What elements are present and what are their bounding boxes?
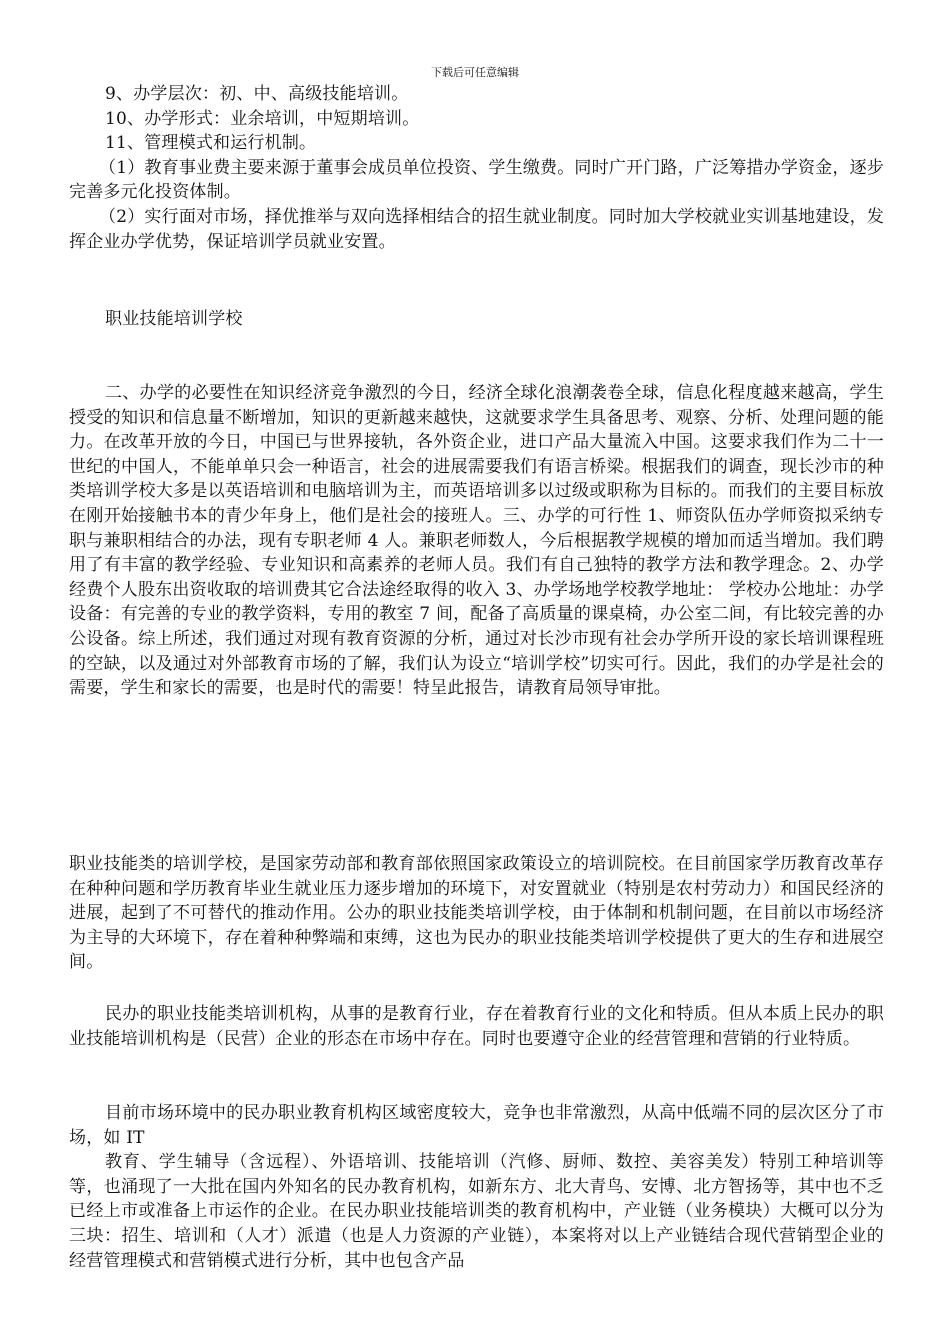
paragraph-necessity: 二、办学的必要性在知识经济竞争激烈的今日，经济全球化浪潮袭卷全球，信息化程度越来越高，学生授受的知识和信息量不断增加，知识的更新越来越快，这就要求学生具备思考、观察、分析、处理问题的能力。在改革开放的今日，中国已与世界接轨，各外资企业，进口产品大量流入中国。这要求我们作为二十一世纪的中国人，不能单单只会一种语言，社会的进展需要我们有语言桥梁。根据我们的调查，现长沙市的种类培训学校大多是以英语培训和电脑培训为主，而英语培训多以过级或职称为目标的。而我们的主要目标放在刚开始接触书本的青少年身上，他们是社会的接班人。三、办学的可行性 1、师资队伍办学师资拟采纳专职与兼职相结合的办法，现有专职老师 4 人。兼职老师数人，今后根据教学规模的增加而适当增加。我们聘用了有丰富的教学经验、专业知识和高素养的老师人员。我们有自己独特的教学方法和教学理念。2、办学经费个人股东出资收取的培训费其它合法途经取得的收入 3、办学场地学校教学地址： 学校办公地址：办学设备：有完善的专业的教学资料，专用的教室 7 间，配备了高质量的课桌椅，办公室二间，有比较完善的办公设备。综上所述，我们通过对现有教育资源的分析，通过对长沙市现有社会办学所开设的家长培训课程班的空缺，以及通过对外部教育市场的了解，我们认为设立“培训学校”切实可行。因此，我们的办学是社会的需要，学生和家长的需要，也是时代的需要！特呈此报告，请教育局领导审批。 xyxy=(69,383,884,699)
page-header: 下载后可任意编辑 xyxy=(431,66,519,79)
paragraph-market-intro: 目前市场环境中的民办职业教育机构区域密度较大，竞争也非常激烈，从高中低端不同的层次区分了市场，如 IT xyxy=(69,1103,884,1148)
paragraph-private: 民办的职业技能类培训机构，从事的是教育行业，存在着教育行业的文化和特质。但从本质上民办的职业技能培训机构是（民营）企业的形态在市场中存在。同时也要遵守企业的经营管理和营销的行业特质。 xyxy=(69,1004,884,1049)
list-item-form: 10、办学形式：业余培训，中短期培训。 xyxy=(105,108,420,129)
top-list xyxy=(69,82,884,254)
section-title: 职业技能培训学校 xyxy=(105,309,243,329)
paragraph-intro: 职业技能类的培训学校，是国家劳动部和教育部依照国家政策设立的培训院校。在目前国家学历教育改革存在种种问题和学历教育毕业生就业压力逐步增加的环境下，对安置就业（特别是农村劳动力）和国民经济的进展，起到了不可替代的推动作用。公办的职业技能类培训学校，由于体制和机制问题，在目前以市场经济为主导的大环境下，存在着种种弊端和束缚，这也为民办的职业技能类培训学校提供了更大的生存和进展空间。 xyxy=(69,854,884,973)
list-item-management: 11、管理模式和运行机制。 xyxy=(105,133,317,154)
paragraph-market-detail: 教育、学生辅导（含远程）、外语培训、技能培训（汽修、厨师、数控、美容美发）特别工种培训等等，也涌现了一大批在国内外知名的民办教育机构，如新东方、北大青鸟、安博、北方智扬等，其中也不乏已经上市或准备上市运作的企业。在民办职业技能培训类的教育机构中，产业链（业务模块）大概可以分为三块：招生、培训和（人才）派遣（也是人力资源的产业链），本案将对以上产业链结合现代营销型企业的经营管理模式和营销模式进行分析，其中也包含产品 xyxy=(69,1152,884,1271)
list-item-funding: （1）教育事业费主要来源于董事会成员单位投资、学生缴费。同时广开门路，广泛筹措办学资金，逐步完善多元化投资体制。 xyxy=(69,157,885,203)
list-item-level: 9、办学层次：初、中、高级技能培训。 xyxy=(105,84,409,104)
list-item-enrollment: （2）实行面对市场，择优推举与双向选择相结合的招生就业制度。同时加大学校就业实训基地建设，发挥企业办学优势，保证培训学员就业安置。 xyxy=(69,206,885,252)
